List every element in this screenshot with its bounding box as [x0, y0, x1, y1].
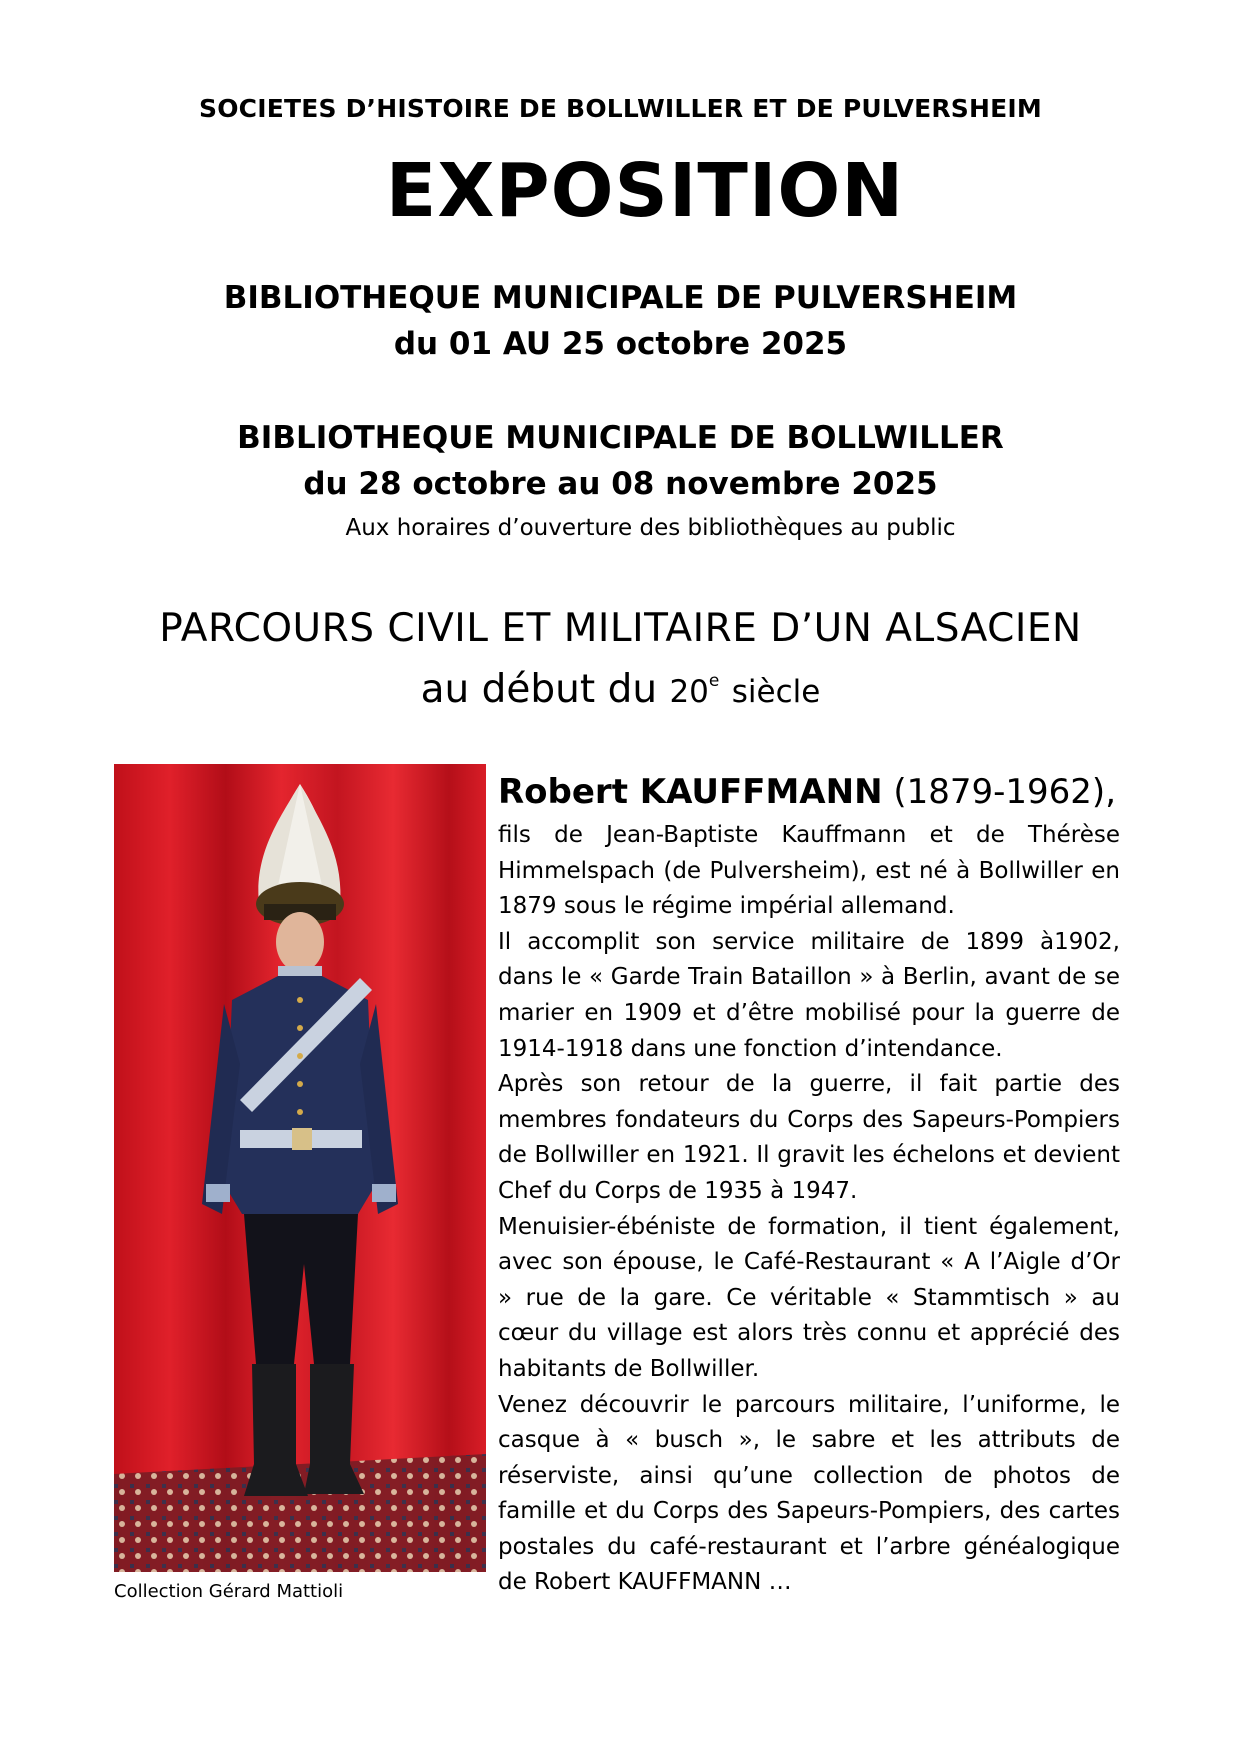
theme-heading: PARCOURS CIVIL ET MILITAIRE D’UN ALSACIEN — [159, 606, 1082, 651]
century-number — [669, 671, 720, 710]
subheading-prefix: au début du — [420, 667, 658, 712]
uniform-illustration — [114, 764, 486, 1572]
bio-paragraph: fils de Jean-Baptiste Kauffmann et de Thérèse Himmelspach (de Pulversheim), est né à Bollwiller en 1879 sous le régime impérial allemand. — [498, 822, 1120, 920]
venue-name-bollwiller: BIBLIOTHEQUE MUNICIPALE DE BOLLWILLER — [237, 420, 1004, 456]
subheading-suffix: siècle — [731, 674, 821, 710]
bio-paragraph: Il accomplit son service militaire de 1899 à1902, dans le « Garde Train Bataillon » à Berlin, avant de se marier en 1909 et d’être mobilisé pour la guerre de 1914-1918 dans une fonction d’intendance. — [498, 928, 1120, 1062]
bio-paragraph: Menuisier-ébéniste de formation, il tient également, avec son épouse, le Café-Restaurant « A l’Aigle d’Or » rue de la gare. Ce véritable « Stammtisch » au cœur du village est alors très connu et apprécié des habitants de Bollwiller. — [498, 1213, 1120, 1382]
bio-years: (1879-1962), — [893, 772, 1117, 812]
biography — [498, 772, 1120, 1601]
theme-subheading — [0, 667, 1241, 712]
bio-paragraph: Venez découvrir le parcours militaire, l’uniforme, le casque à « busch », le sabre et les attributs de réserviste, ainsi qu’une collection de photos de famille et du Corps des Sapeurs-Pompiers, des cartes postales du café-restaurant et l’arbre généalogique de Robert KAUFFMANN … — [498, 1391, 1120, 1596]
society-heading: SOCIETES D’HISTOIRE DE BOLLWILLER ET DE PULVERSHEIM — [198, 94, 1042, 123]
bio-heading — [498, 772, 1120, 812]
bio-paragraph: Après son retour de la guerre, il fait partie des membres fondateurs du Corps des Sapeurs-Pompiers de Bollwiller en 1921. Il gravit les échelons et devient Chef du Corps de 1935 à 1947. — [498, 1071, 1120, 1204]
century-digits: 20 — [669, 674, 709, 710]
century-superscript: e — [708, 671, 720, 691]
bio-name: Robert KAUFFMANN — [498, 772, 883, 812]
venue-dates-pulversheim: du 01 AU 25 octobre 2025 — [393, 326, 848, 362]
venue-dates-bollwiller: du 28 octobre au 08 novembre 2025 — [303, 466, 938, 502]
photo-caption: Collection Gérard Mattioli — [114, 1581, 344, 1602]
uniform-photo — [114, 764, 486, 1572]
exposition-title: EXPOSITION — [385, 148, 905, 234]
venue-name-pulversheim: BIBLIOTHEQUE MUNICIPALE DE PULVERSHEIM — [223, 280, 1018, 316]
opening-hours-note: Aux horaires d’ouverture des bibliothèques au public — [345, 515, 956, 541]
